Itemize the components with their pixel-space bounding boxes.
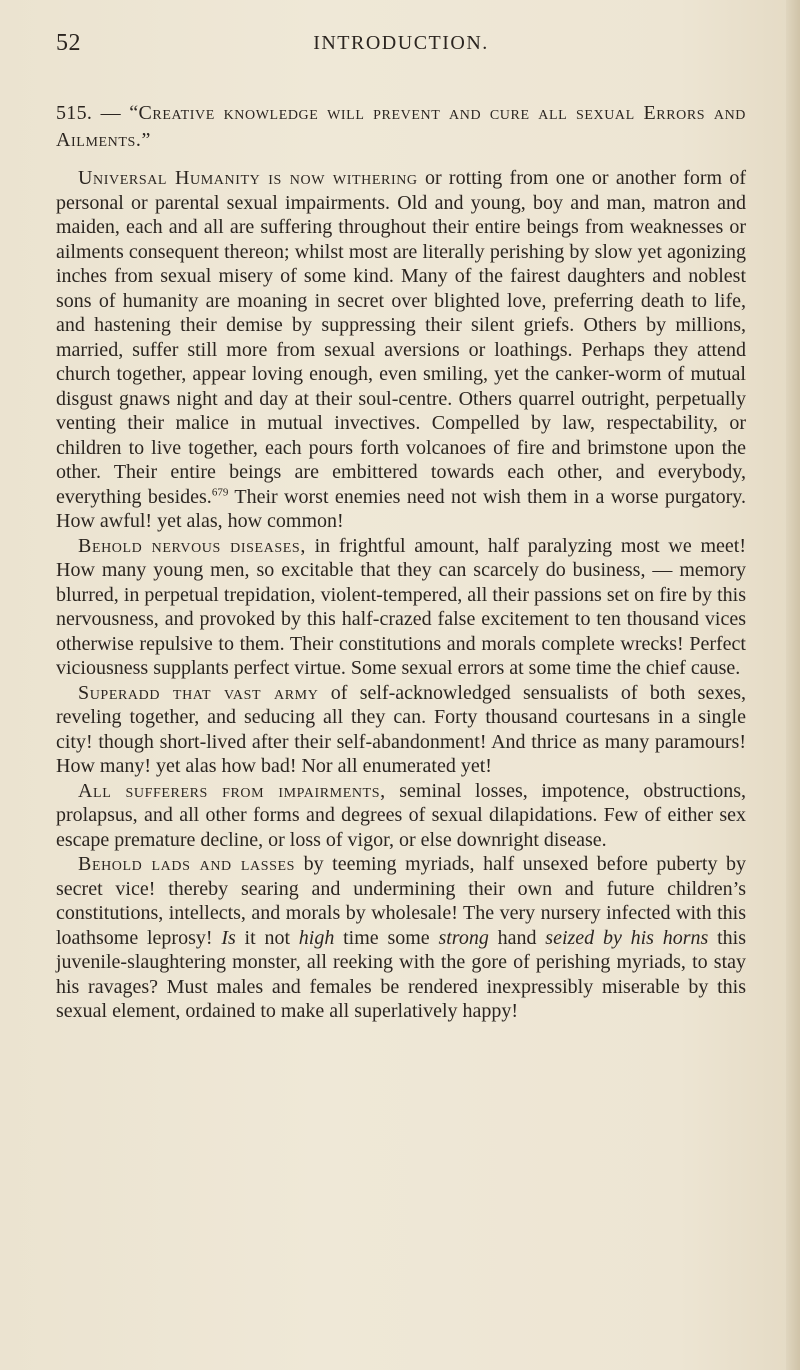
paragraph-text: Their worst enemies need not wish them in a worse purgatory. How awful! yet alas, how common!	[56, 485, 747, 532]
paragraph-lead: Superadd that vast army	[78, 681, 319, 704]
running-title: INTRODUCTION.	[313, 32, 489, 54]
paragraph-text: seminal losses, impotence, obstructions, prolapsus, and all other forms and degrees of sexual dilapidations. Few of either sex escape premature decline, or loss of vigor, or else downright disease.	[56, 779, 746, 851]
paragraph-text: it not	[235, 926, 299, 949]
footnote-ref: 679	[211, 485, 229, 498]
paragraph-text: time some	[334, 926, 439, 949]
section-number: 515. — “	[56, 102, 139, 124]
paragraph-lead: All sufferers from impairments,	[78, 779, 386, 802]
paragraph-universal-humanity	[56, 166, 746, 534]
italic-text: high	[298, 926, 335, 949]
paragraph-lead: Behold nervous diseases,	[78, 534, 306, 557]
section-close-quote: ”	[141, 129, 151, 151]
page-header	[56, 30, 746, 70]
paragraph-text: or rotting from one or another form of personal or parental sexual impairments. Old and young, boy and man, matron and maiden, each and all are suffering throughout their entire beings from weaknesses or ailments consequent thereon; whilst most are literally perishing by slow yet agonizing inches from sexual misery of some kind. Many of the fairest daughters and noblest sons of humanity are moaning in secret over blighted love, preferring death to life, and hastening their demise by suppressing their silent griefs. Others by millions, married, suffer still more from sexual aversions or loathings. Perhaps they attend church together, appear loving enough, even smiling, yet the canker-worm of mutual disgust gnaws night and day at their soul-centre. Others quarrel outright, perpetually venting their malice in mutual invectives. Compelled by law, respectability, or children to live together, each pours forth volcanoes of fire and brimstone upon the other. Their entire beings are embittered towards each other, and everybody, everything besides.	[56, 167, 747, 508]
section-title: Creative knowledge will prevent and cure all sexual Errors and Ailments.	[56, 102, 747, 151]
paragraph-lads-and-lasses	[56, 852, 746, 1024]
italic-text: strong	[438, 926, 489, 949]
page-number: 52	[56, 30, 81, 56]
paragraph-text: hand	[488, 926, 546, 949]
page-body	[56, 100, 746, 1024]
paragraph-text: by teeming myriads, half unsexed before puberty by secret vice! thereby searing and undermining their own and future children’s constitutions, intellects, and morals by wholesale! The very nursery infected with this loathsome leprosy!	[56, 853, 747, 949]
paragraph-lead: Universal Humanity is now withering	[78, 167, 418, 189]
paragraph-text: of self-acknowledged sensualists of both sexes, reveling together, and seducing all they can. Forty thousand courtesans in a single city! though short-lived after their self-abandonment! And thrice as many paramours! How many! yet alas how bad! Nor all enumerated yet!	[56, 681, 746, 777]
paragraph-superadd	[56, 681, 746, 779]
italic-text: seized by his horns	[545, 926, 709, 949]
italic-text: Is	[221, 926, 236, 949]
paragraph-lead: Behold lads and lasses	[78, 853, 296, 875]
paragraph-all-sufferers	[56, 779, 746, 853]
paragraph-text: this juvenile-slaughtering monster, all reeking with the gore of perishing myriads, to stay his ravages? Must males and females be rendered inexpressibly miserable by this sexual element, ordained to make all superlatively happy!	[56, 926, 746, 1022]
paragraph-text: in frightful amount, half paralyzing most we meet! How many young men, so excitable that they can scarcely do business, — memory blurred, in perpetual trepidation, violent-tempered, all their passions set on fire by this nervousness, and provoked by this half-crazed false excitement to ten thousand vices otherwise repulsive to them. Their constitutions and morals complete wrecks! Perfect viciousness supplants perfect virtue. Some sexual errors at some time the chief cause.	[56, 534, 746, 679]
page-edge	[786, 0, 800, 1370]
paragraph-nervous-diseases	[56, 534, 746, 681]
section-heading	[56, 100, 746, 154]
